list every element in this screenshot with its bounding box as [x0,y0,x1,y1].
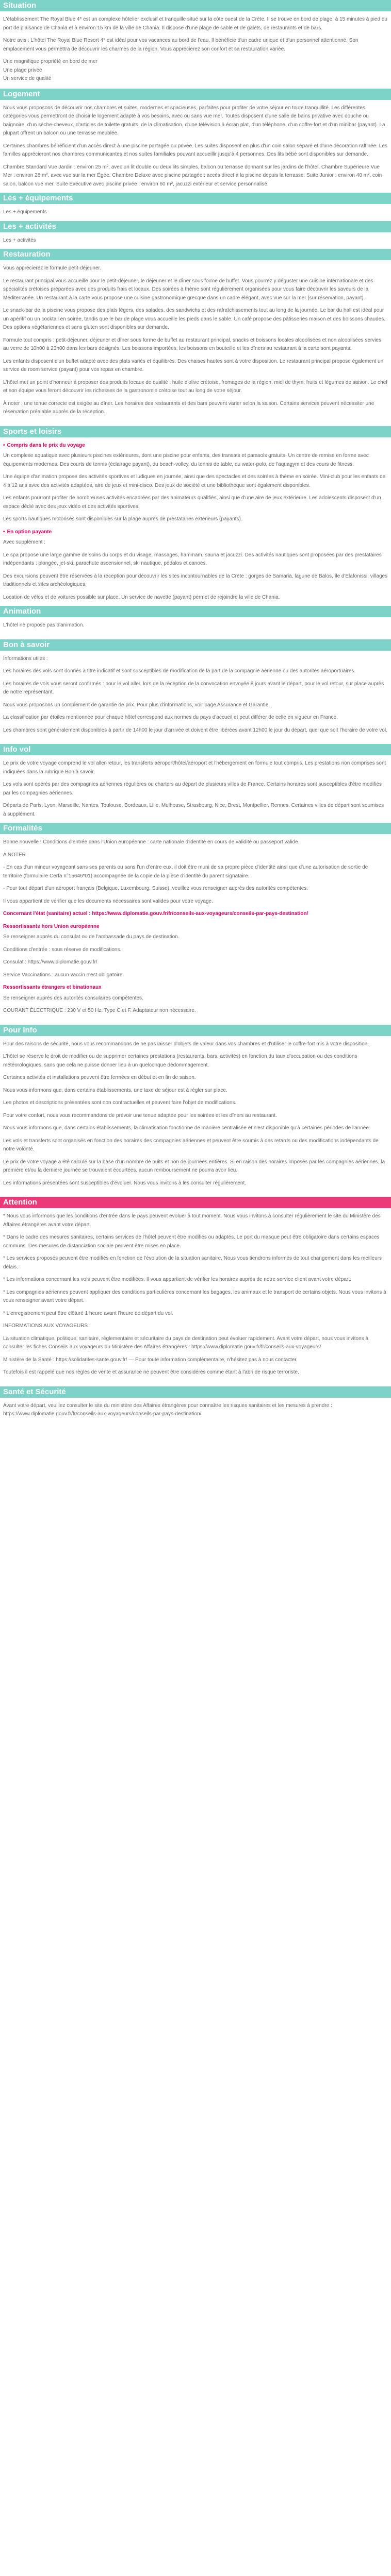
paragraph: Les informations présentées sont susceptibles d'évoluer. Nous vous invitons à les consulter régulièrement. [3,1180,247,1186]
paragraph: Il vous appartient de vérifier que les documents nécessaires sont valides pour votre voyage. [3,898,213,904]
paragraph: Le prix de votre voyage a été calculé sur la base d'un nombre de nuits et non de journées entières. Si en raison des horaires imposés par les compagnies aériennes, la première et/ou la dernière journée se trouvaient écourtées, aucun remboursement ne pourra avoir lieu. [3,1159,385,1173]
bullet-icon: • [3,442,5,448]
paragraph: L'établissement The Royal Blue 4* est un complexe hôtelier exclusif et tranquille situé sur la côte ouest de la Crète. Il se trouve en bord de plage, à 15 minutes à pied du port de plaisance de Chania et à environ 15 km de la ville de Chania. Il dispose d'une plage de sable et de galets, de restaurants et de bars. [3,16,387,31]
paragraph: Conditions d'entrée : sous réserve de modifications. [3,946,122,953]
paragraph: Avec supplément : [3,539,46,545]
paragraph: Service Vaccinations : aucun vaccin n'est obligatoire. [3,972,124,978]
paragraph: La classification par étoiles mentionnée pour chaque hôtel correspond aux normes du pays d'accueil et peut différer de celle en vigueur en France. [3,715,338,720]
situation-content [0,15,391,83]
paragraph: Se renseigner auprès du consulat ou de l'ambassade du pays de destination. [3,934,180,940]
paragraph: Une équipe d'animation propose des activités sportives et ludiques en journée, ainsi que des spectacles et des soirées à thème en soirée. Mini-club pour les enfants de 4 à 12 ans avec des activités adaptées, aire de jeux et mini-disco. Des jeux de société et une bibliothèque sont également disponibles. [3,474,386,488]
paragraph: A NOTER [3,852,26,858]
paragraph: - En cas d'un mineur voyageant sans ses parents ou sans l'un d'entre eux, il doit être muni de sa propre pièce d'identité ainsi que d'une autorisation de sortie de territoire (formulaire Cerfa n°15646*01) accompagnée de la copie de la pièce d'identité du parent signataire. [3,865,368,879]
subheading: Ressortissants hors Union européenne [3,923,100,929]
paragraph: Consulat : https://www.diplomatie.gouv.fr/ [3,959,97,965]
infopro-content [0,1040,391,1188]
paragraph: INFORMATIONS AUX VOYAGEURS : [3,1323,91,1329]
infovol-content [0,759,391,819]
paragraph: Les chambres sont généralement disponibles à partir de 14h00 le jour d'arrivée et doivent être libérées avant 12h00 le jour du départ, quel que soit l'horaire de votre vol. [3,727,387,733]
paragraph: * Les compagnies aériennes peuvent appliquer des conditions particulières concernant les bagages, les animaux et le transport de certains objets. Nous vous invitons à vous renseigner avant votre départ. [3,1289,386,1303]
paragraph: Les vols et transferts sont organisés en fonction des horaires des compagnies aériennes et peuvent être soumis à des retards ou des modifications indépendants de notre volonté. [3,1138,379,1152]
subheading: Ressortissants étrangers et binationaux [3,985,102,990]
paragraph: Un complexe aquatique avec plusieurs piscines extérieures, dont une piscine pour enfants, des transats et parasols gratuits. Un centre de remise en forme avec équipements modernes. Des courts de tennis (éclairage payant), du beach-volley, du tennis de table, du water-polo, de l'aquagym et des cours de fitness. [3,453,369,467]
paragraph: Certaines chambres bénéficient d'un accès direct à une piscine partagée ou privée. Les suites disposent en plus d'un coin salon séparé et d'une décoration raffinée. Les familles apprécieront nos chambres communicantes et nos suites familiales pouvant accueillir jusqu'à 4 personnes. Des lits bébé sont disponibles sur demande. [3,143,387,157]
paragraph: Nous vous proposons un complément de garantie de prix. Pour plus d'informations, voir page Assurance et Garantie. [3,702,270,708]
section-title-logement: Logement [0,89,391,100]
paragraph: Pour votre confort, nous vous recommandons de prévoir une tenue adaptée pour les soirées et les dîners au restaurant. [3,1112,277,1118]
paragraph: À noter : une tenue correcte est exigée au dîner. Les horaires des restaurants et des bars peuvent varier selon la saison. Certains services peuvent nécessiter une réservation préalable auprès de la réception. [3,400,374,415]
section-title-restauration: Restauration [0,249,391,260]
paragraph: * Dans le cadre des mesures sanitaires, certains services de l'hôtel peuvent être modifiés ou adaptés. Le port du masque peut être obligatoire dans certains espaces communs. Des mesures de distanciation sociale peuvent être mises en place. [3,1234,380,1249]
subheading: • Compris dans le prix du voyage [3,442,85,448]
list-item: Un service de qualité [3,76,52,81]
paragraph: - Pour tout départ d'un aéroport français (Belgique, Luxembourg, Suisse), veuillez vous renseigner auprès des autorités compétentes. [3,886,308,891]
bonasavoir-content [0,655,391,735]
paragraph: Les vols sont opérés par des compagnies aériennes régulières ou charters au départ de plusieurs villes de France. Certains horaires sont susceptibles d'être modifiés par les compagnies aériennes. [3,782,382,796]
paragraph: Se renseigner auprès des autorités consulaires compétentes. [3,995,143,1001]
paragraph: Concernant l'état (sanitaire) actuel : https://www.diplomatie.gouv.fr/fr/conseils-aux-voyageurs/conseils-par-pays-destination/ [3,911,308,917]
paragraph: Les horaires des vols sont donnés à titre indicatif et sont susceptibles de modification de la part de la compagnie aérienne ou des autorités aéroportuaires. [3,668,356,674]
paragraph: Bonne nouvelle ! Conditions d'entrée dans l'Union européenne : carte nationale d'identité en cours de validité ou passeport valide. [3,839,300,845]
paragraph: Les + équipements [3,209,47,215]
list-item: Une magnifique propriété en bord de mer [3,59,97,64]
section-title-equipements: Les + équipements [0,193,391,204]
paragraph: Les horaires de vols vous seront confirmés : pour le vol aller, lors de la réception de la convocation envoyée 8 jours avant le départ, pour le vol retour, sur place auprès de notre représentant. [3,681,384,695]
restauration-content [0,264,391,417]
paragraph: Les enfants disposent d'un buffet adapté avec des plats variés et équilibrés. Des chaises hautes sont à votre disposition. Le restaurant principal propose également un service de room service (payant) pour vos repas en chambre. [3,358,384,372]
paragraph: Le spa propose une large gamme de soins du corps et du visage, massages, hammam, sauna et jacuzzi. Des activités nautiques sont proposées par des prestataires indépendants : plongée, jet-ski, parachute ascensionnel, ski nautique, pédalos et canoës. [3,552,382,566]
paragraph: L'hôtel se réserve le droit de modifier ou de supprimer certaines prestations (restaurants, bars, activités) en fonction du taux d'occupation ou des conditions météorologiques, sans que cela ne puisse donner lieu à un quelconque dédommagement. [3,1054,357,1068]
paragraph: Location de vélos et de voitures possible sur place. Un service de navette (payant) permet de rejoindre la ville de Chania. [3,594,280,600]
section-title-pour-info: Pour Info [0,1025,391,1036]
paragraph: Certaines activités et installations peuvent être fermées en début et en fin de saison. [3,1075,196,1080]
section-title-situation: Situation [0,0,391,11]
logement-content [0,104,391,189]
paragraph: Le snack-bar de la piscine vous propose des plats légers, des salades, des sandwichs et des rafraîchissements tout au long de la journée. Le bar du hall est idéal pour un apéritif ou un cocktail en soirée, tandis que le bar de plage vous accueille les pieds dans le sable. Un café propose des pâtisseries maison et des boissons chaudes. Des options végétariennes et sans gluten sont disponibles sur demande. [3,308,386,330]
section-title-info-vol: Info vol [0,744,391,755]
paragraph: * Nous vous informons que les conditions d'entrée dans le pays peuvent évoluer à tout moment. Nous vous invitons à consulter régulièrement le site du Ministère des Affaires étrangères avant votre départ. [3,1213,381,1228]
paragraph: Ministère de la Santé : https://solidarites-sante.gouv.fr/ — Pour toute information complémentaire, n'hésitez pas à nous contacter. [3,1357,298,1363]
paragraph: Le restaurant principal vous accueille pour le petit-déjeuner, le déjeuner et le dîner sous forme de buffet. Vous pourrez y déguster une cuisine internationale et des spécialités crétoises préparées avec des produits frais et locaux. Des soirées à thème sont régulièrement organisées pour vous faire découvrir les saveurs de la Méditerranée. Un restaurant à la carte vous propose une cuisine gastronomique grecque dans un cadre élégant, avec vue sur la mer (sur réservation, payant). [3,278,373,301]
paragraph: Formule tout compris : petit-déjeuner, déjeuner et dîner sous forme de buffet au restaurant principal, snacks et boissons locales alcoolisées et non alcoolisées servies au verre de 10h00 à 23h00 dans les bars désignés. Les boissons importées, les boissons en bouteille et les dîners au restaurant à la carte sont payants. [3,337,381,351]
subheading: • En option payante [3,529,52,535]
section-title-bon-a-savoir: Bon à savoir [0,639,391,651]
paragraph: Les enfants pourront profiter de nombreuses activités encadrées par des animateurs qualifiés, ainsi que d'une aire de jeux extérieure. Les adolescents disposent d'un espace dédié avec des jeux vidéo et des activités sportives. [3,495,381,510]
section-title-activites: Les + activités [0,221,391,232]
paragraph: * Les services proposés peuvent être modifiés en fonction de l'évolution de la situation sanitaire. Nous vous tiendrons informés de tout changement dans les meilleurs délais. [3,1256,382,1270]
section-title-formalites: Formalités [0,823,391,834]
paragraph: Nous vous informons que, dans certains établissements, la climatisation fonctionne de manière centralisée et n'est disponible qu'à certaines périodes de l'année. [3,1125,370,1131]
paragraph: L'hôtel ne propose pas d'animation. [3,622,85,628]
sports-content [0,442,391,602]
section-title-animation: Animation [0,606,391,617]
paragraph: Vous apprécierez le formule petit-déjeuner. [3,265,102,271]
paragraph: Avant votre départ, veuillez consulter le site du ministère des Affaires étrangères pour connaître les risques sanitaires et les mesures à prendre : https://www.diplomatie.gouv.fr/fr/conseils-aux-voyageurs/conseils-par-pays-destination/ [3,1402,332,1417]
attention-content [0,1212,391,1377]
paragraph: Les photos et descriptions présentées sont non contractuelles et peuvent faire l'objet de modifications. [3,1100,237,1106]
paragraph: Pour des raisons de sécurité, nous vous recommandons de ne pas laisser d'objets de valeur dans vos chambres et d'utiliser le coffre-fort mis à votre disposition. [3,1041,369,1047]
paragraph: Notre avis : L'hôtel The Royal Blue Resort 4* est idéal pour vos vacances au bord de l'eau. Il bénéficie d'un cadre unique et d'un personnel attentionné. Son emplacement vous permettra de découvrir les charmes de la région. Vous apprécierez son confort et sa restauration variée. [3,38,359,52]
paragraph: Le prix de votre voyage comprend le vol aller-retour, les transferts aéroport/hôtel/aéroport et l'hébergement en formule tout compris. Les prestations non comprises sont indiquées dans la rubrique Bon à savoir. [3,760,386,775]
paragraph: Nous vous proposons de découvrir nos chambres et suites, modernes et spacieuses, parfaites pour profiter de votre séjour en toute tranquillité. Les différentes catégories vous permettront de choisir le logement adapté à vos besoins, avec ou sans vue mer. Toutes disposent d'une salle de bains privative avec douche ou baignoire, d'un sèche-cheveux, d'articles de toilette gratuits, de la climatisation, d'une télévision à écran plat, d'un téléphone, d'un coffre-fort et d'un minibar (payant). La plupart offrent un balcon ou une terrasse meublée. [3,105,385,136]
bullet-icon: • [3,529,5,535]
paragraph: * Les informations concernant les vols peuvent être modifiées. Il vous appartient de vérifier les horaires auprès de notre service client avant votre départ. [3,1277,351,1282]
section-title-attention: Attention [0,1197,391,1208]
paragraph: Nous vous informons que, dans certains établissements, une taxe de séjour est à régler sur place. [3,1087,227,1093]
paragraph: COURANT ÉLECTRIQUE : 230 V et 50 Hz. Type C et F. Adaptateur non nécessaire. [3,1008,196,1013]
paragraph: Départs de Paris, Lyon, Marseille, Nantes, Toulouse, Bordeaux, Lille, Mulhouse, Strasbourg, Nice, Brest, Montpellier, Rennes. Certaines villes de départ sont soumises à supplément. [3,803,384,817]
paragraph: * L'enregistrement peut être clôturé 1 heure avant l'heure de départ du vol. [3,1310,173,1316]
formalites-content [0,838,391,1015]
section-title-sports: Sports et loisirs [0,426,391,437]
paragraph: Informations utiles : [3,655,48,662]
paragraph: L'hôtel met un point d'honneur à proposer des produits locaux de qualité : huile d'olive crétoise, fromages de la région, miel de thym, fruits et légumes de saison. Le chef et son équipe vous feront découvrir les richesses de la gastronomie crétoise tout au long de votre séjour. [3,379,388,394]
sante-content [0,1402,391,1419]
paragraph: Toutefois il est rappelé que nos règles de vente et assurance ne peuvent être considérés comme étant à l'abri de risque terroriste. [3,1369,299,1375]
paragraph: Les sports nautiques motorisés sont disponibles sur la plage auprès de prestataires extérieurs (payants). [3,516,242,522]
paragraph: Chambre Standard Vue Jardin : environ 25 m², avec un lit double ou deux lits simples, balcon ou terrasse donnant sur les jardins de l'hôtel. Chambre Supérieure Vue Mer : environ 28 m², avec vue sur la mer Égée. Chambre Deluxe avec piscine partagée : accès direct à la piscine depuis la terrasse. Suite Junior : environ 40 m², coin salon, balcon vue mer. Suite Exécutive avec piscine privée : environ 60 m², jacuzzi extérieur et service personnalisé. [3,164,382,187]
paragraph: La situation climatique, politique, sanitaire, réglementaire et sécuritaire du pays de destination peut évoluer rapidement. Avant votre départ, nous vous invitons à consulter les fiches Conseils aux voyageurs du Ministère des Affaires étrangères : https://www.diplomatie.gouv.fr/fr/conseils-aux-voyageurs/ [3,1335,369,1350]
paragraph: Les + activités [3,237,36,243]
section-title-sante-securite: Santé et Sécurité [0,1386,391,1398]
list-item: Une plage privée [3,67,42,73]
paragraph: Des excursions peuvent être réservées à la réception pour découvrir les sites incontournables de la Crète : gorges de Samaria, lagune de Balos, île d'Elafonissi, villages traditionnels et sites archéologiques. [3,573,388,587]
